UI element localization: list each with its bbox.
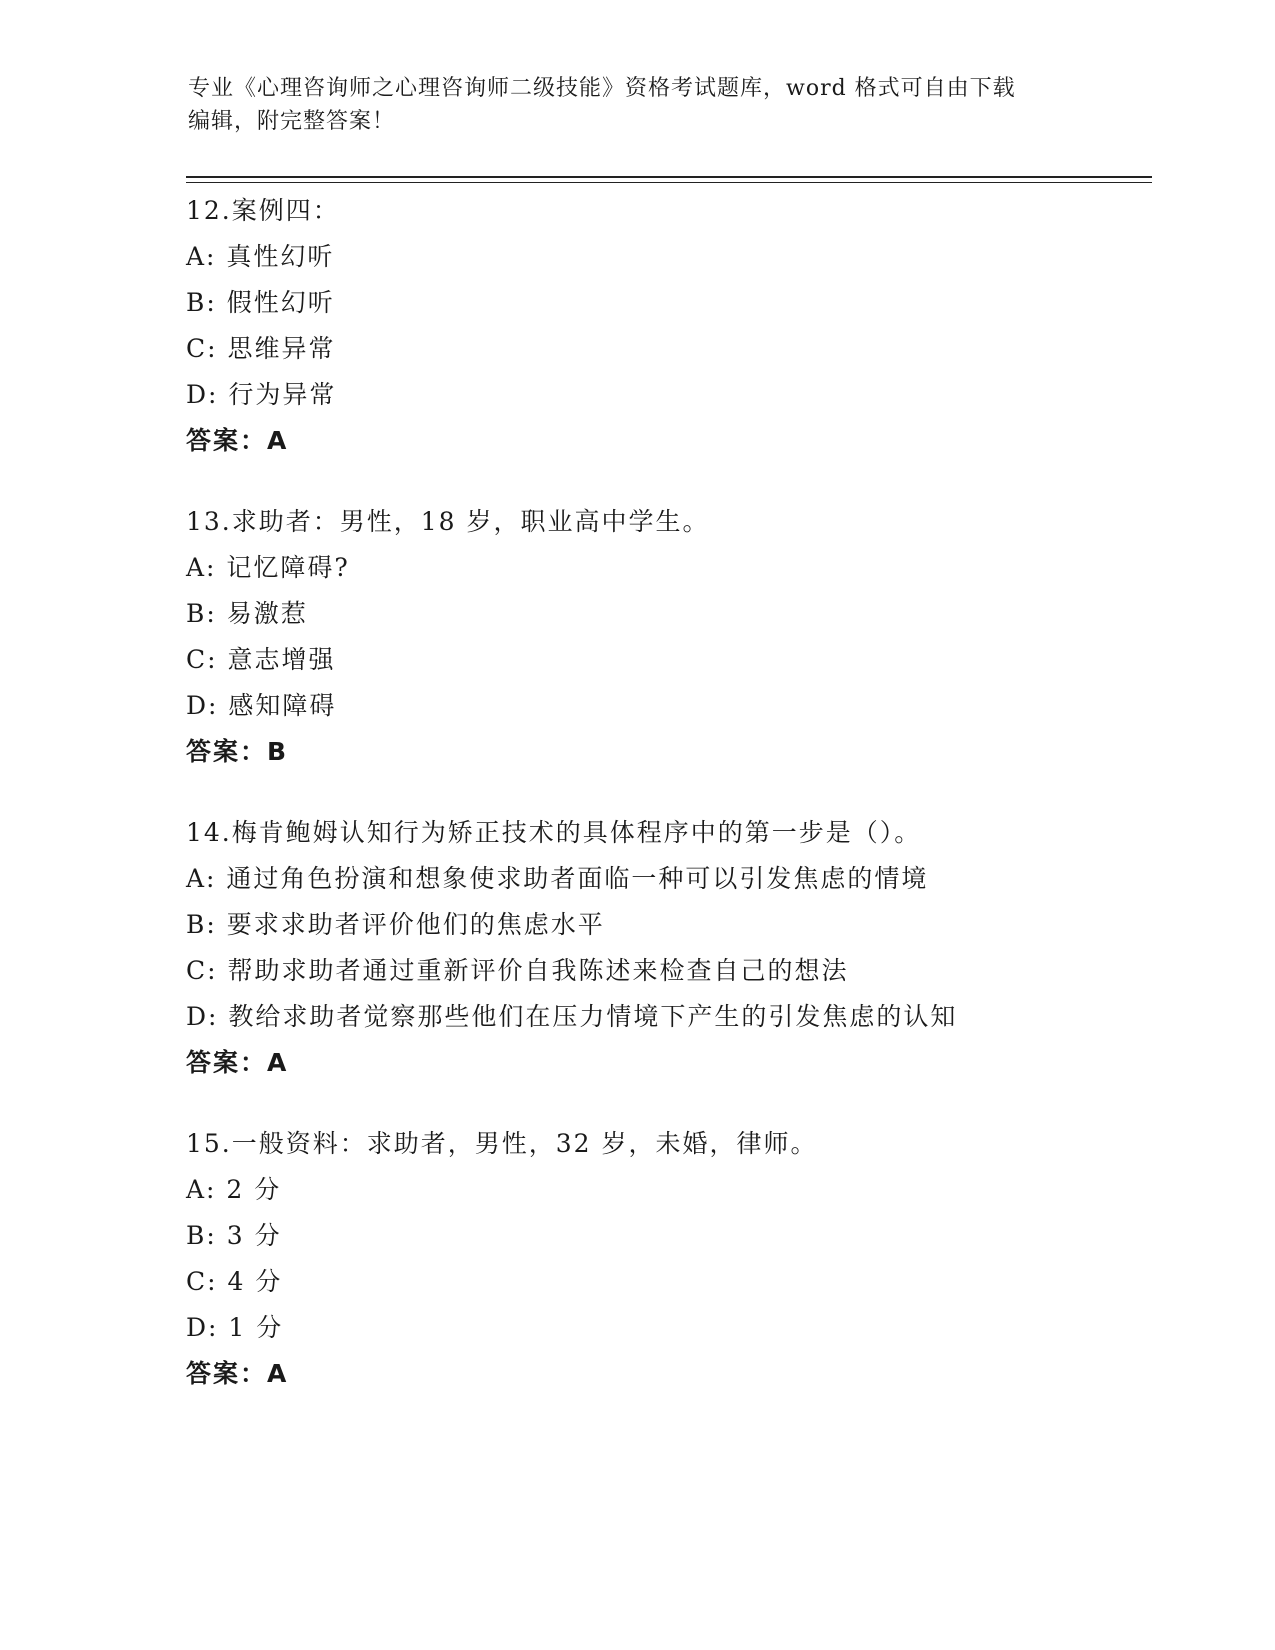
option-a: A: 记忆障碍? <box>186 553 350 582</box>
option-b: B: 假性幻听 <box>186 288 335 317</box>
header-divider-thick <box>186 176 1152 178</box>
document-header <box>188 72 1088 138</box>
answer: 答案：A <box>186 1359 289 1388</box>
option-d: D: 教给求助者觉察那些他们在压力情境下产生的引发焦虑的认知 <box>186 1002 958 1031</box>
header-divider-thin <box>186 182 1152 183</box>
option-c: C: 帮助求助者通过重新评价自我陈述来检查自己的想法 <box>186 956 849 985</box>
option-d: D: 行为异常 <box>186 380 337 409</box>
question-list <box>186 188 1146 1432</box>
question-14 <box>186 810 1146 1086</box>
answer: 答案：A <box>186 426 289 455</box>
option-c: C: 思维异常 <box>186 334 336 363</box>
answer: 答案：A <box>186 1048 289 1077</box>
question-13 <box>186 499 1146 775</box>
option-b: B: 要求求助者评价他们的焦虑水平 <box>186 910 605 939</box>
question-15 <box>186 1121 1146 1397</box>
option-a: A: 真性幻听 <box>186 242 335 271</box>
question-stem: 15.一般资料：求助者，男性，32 岁，未婚，律师。 <box>186 1129 818 1158</box>
header-line-1: 专业《心理咨询师之心理咨询师二级技能》资格考试题库，word 格式可自由下载 <box>188 76 1016 101</box>
question-stem: 14.梅肯鲍姆认知行为矫正技术的具体程序中的第一步是（）。 <box>186 818 922 847</box>
option-d: D: 1 分 <box>186 1313 284 1342</box>
question-stem: 12.案例四： <box>186 196 340 225</box>
option-c: C: 4 分 <box>186 1267 283 1296</box>
answer: 答案：B <box>186 737 289 766</box>
option-b: B: 3 分 <box>186 1221 282 1250</box>
option-c: C: 意志增强 <box>186 645 336 674</box>
question-12 <box>186 188 1146 464</box>
option-a: A: 2 分 <box>186 1175 282 1204</box>
question-stem: 13.求助者：男性，18 岁，职业高中学生。 <box>186 507 710 536</box>
option-a: A: 通过角色扮演和想象使求助者面临一种可以引发焦虑的情境 <box>186 864 929 893</box>
option-d: D: 感知障碍 <box>186 691 337 720</box>
option-b: B: 易激惹 <box>186 599 308 628</box>
header-line-2: 编辑，附完整答案！ <box>188 109 396 134</box>
